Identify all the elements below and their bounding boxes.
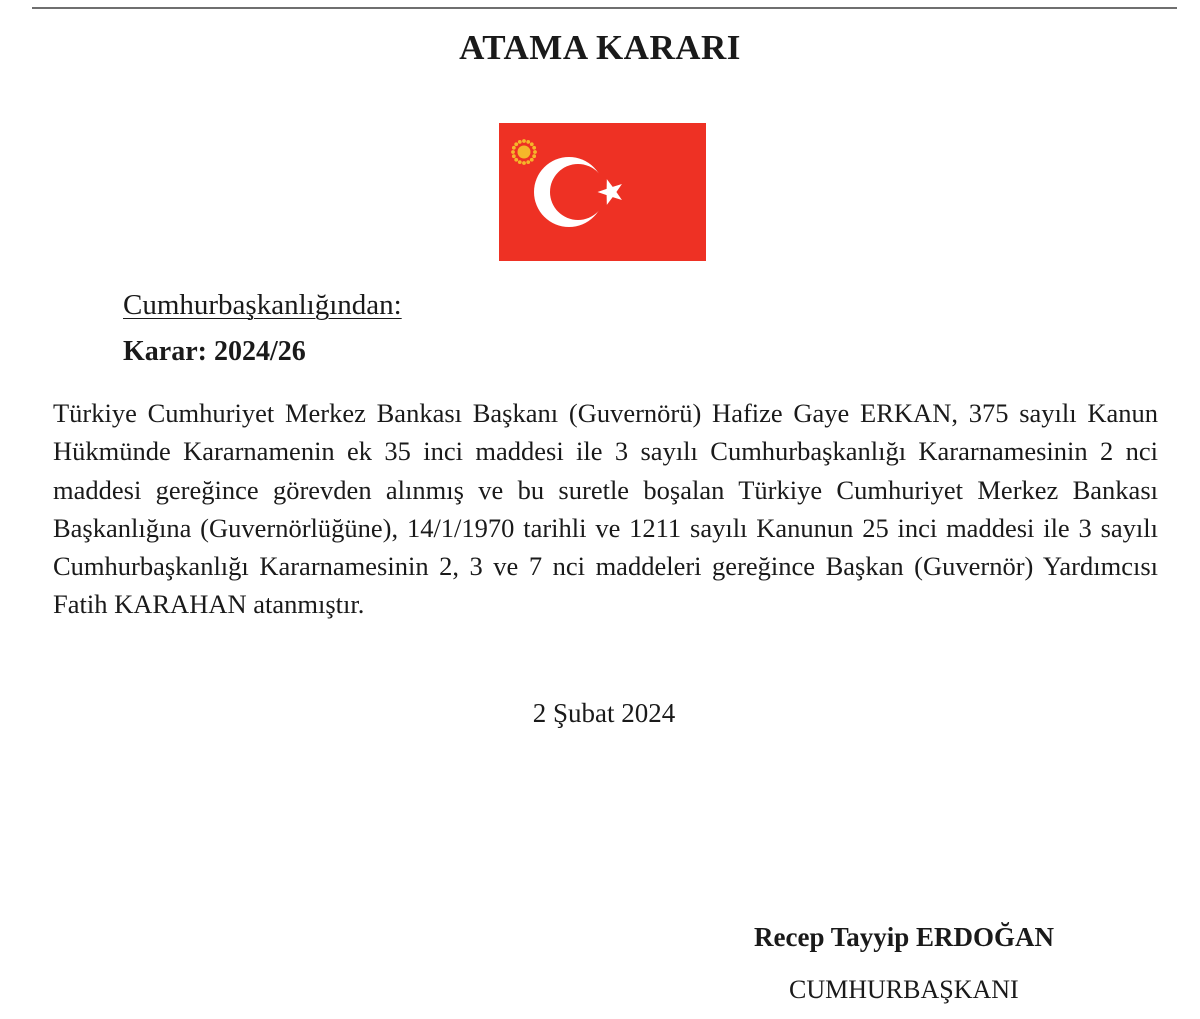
top-divider [32,7,1177,9]
signer-title: CUMHURBAŞKANI [789,975,1019,1004]
turkish-flag-icon [499,123,706,261]
issuer-heading: Cumhurbaşkanlığından: [123,289,402,321]
decision-number: Karar: 2024/26 [123,336,306,367]
decision-date: 2 Şubat 2024 [532,698,676,728]
signer-name: Recep Tayyip ERDOĞAN [754,922,1055,952]
document-title: ATAMA KARARI [459,28,741,67]
decision-body: Türkiye Cumhuriyet Merkez Bankası Başkanı (Guvernörü) Hafize Gaye ERKAN, 375 sayılı Kanun Hükmünde Kararnamenin ek 35 inci maddesi ile 3 sayılı Cumhurbaşkanlığı Kararnamesinin 2 nci maddesi gereğince görevden alınmış ve bu suretle boşalan Türkiye Cumhuriyet Merkez Bankası Başkanlığına (Guvernörlüğüne), 14/1/1970 tarihli ve 1211 sayılı Kanunun 25 inci maddesi ile 3 sayılı Cumhurbaşkanlığı Kararnamesinin 2, 3 ve 7 nci maddeleri gereğince Başkan (Guvernör) Yardımcısı Fatih KARAHAN atanmıştır. [53,398,1158,620]
